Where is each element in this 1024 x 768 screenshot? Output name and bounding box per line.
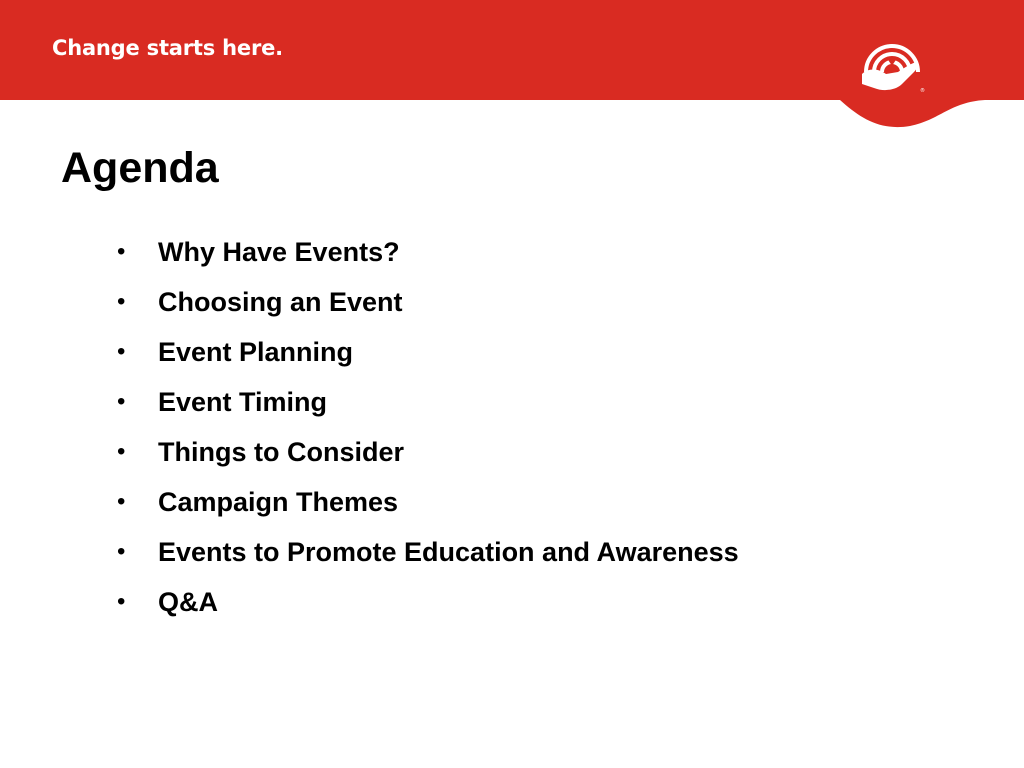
united-way-logo-icon: [858, 28, 926, 94]
bullet-icon: •: [117, 438, 126, 465]
agenda-item-label: Q&A: [158, 587, 218, 617]
slide-title: Agenda: [61, 144, 219, 192]
agenda-item-label: Things to Consider: [158, 437, 404, 467]
agenda-item-label: Campaign Themes: [158, 487, 399, 517]
agenda-item-label: Why Have Events?: [158, 237, 400, 267]
header-tagline: Change starts here.: [52, 36, 283, 60]
bullet-icon: •: [117, 488, 126, 515]
agenda-item-label: Event Timing: [158, 387, 328, 417]
bullet-icon: •: [117, 588, 126, 615]
bullet-icon: •: [117, 538, 126, 565]
bullet-icon: •: [117, 288, 126, 315]
agenda-item-label: Events to Promote Education and Awareness: [158, 537, 739, 567]
bullet-icon: •: [117, 338, 126, 365]
agenda-item-label: Event Planning: [158, 337, 354, 367]
svg-text:®: ®: [920, 88, 925, 94]
bullet-icon: •: [117, 238, 126, 265]
agenda-item-label: Choosing an Event: [158, 287, 403, 317]
bullet-icon: •: [117, 388, 126, 415]
